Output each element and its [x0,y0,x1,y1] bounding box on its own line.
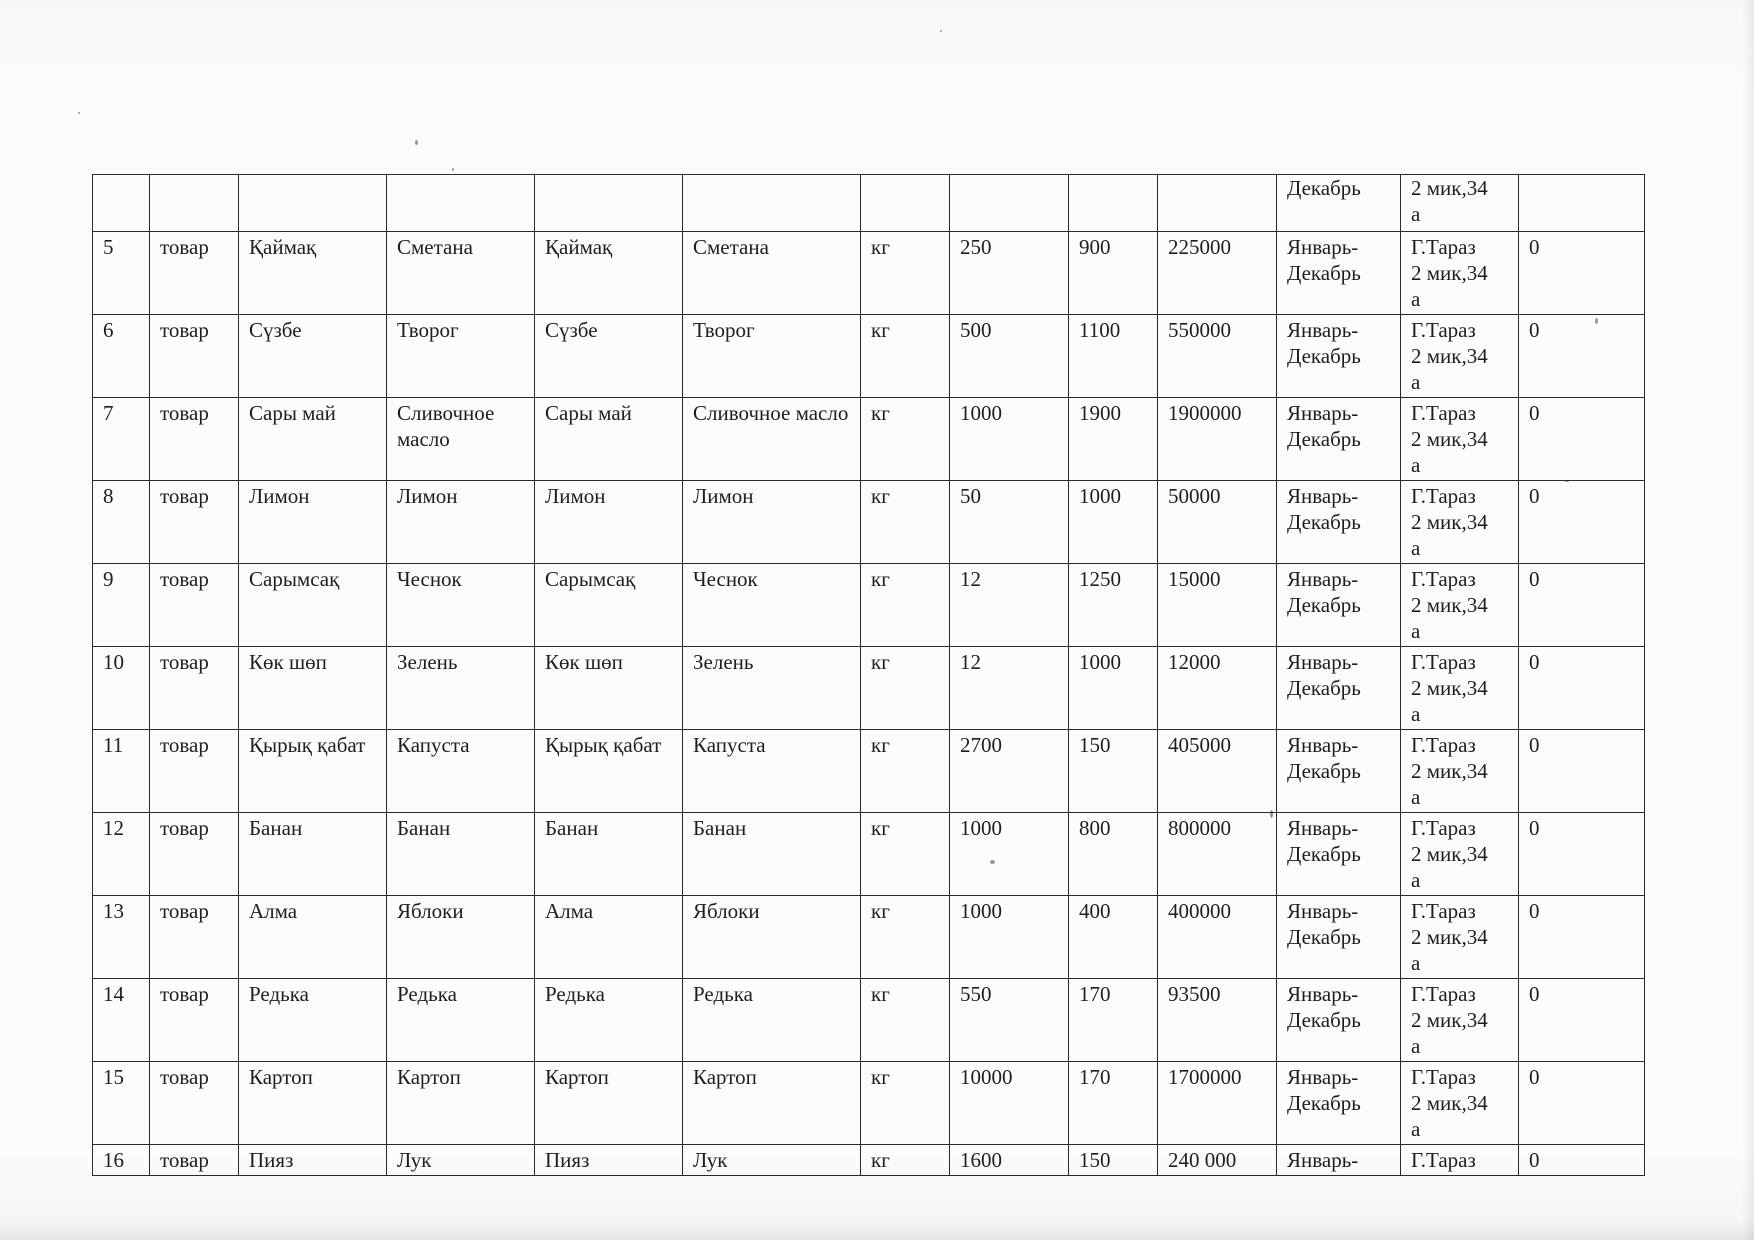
cell-name-ru: Зелень [387,647,535,730]
cell-kind: товар [150,398,239,481]
cell-unit: кг [861,481,950,564]
place-line: Г.Тараз [1411,401,1476,425]
cell-advance: 0 [1519,730,1645,813]
period-line: Декабрь [1287,261,1361,285]
cell-name-ru-2: Редька [683,979,861,1062]
cell-name-kz-2: Қырық қабат [535,730,683,813]
cell-kind: товар [150,315,239,398]
cell-period [1277,175,1401,232]
cell-period [1277,896,1401,979]
cell-period [1277,398,1401,481]
place-line: 2 мик,34 [1411,427,1488,451]
place-line: 2 мик,34 [1411,510,1488,534]
paper-bottom-shadow [0,1222,1754,1240]
cell-kind: товар [150,1062,239,1145]
cell-price: 150 [1069,730,1158,813]
place-line: 2 мик,34 [1411,759,1488,783]
place-line: Г.Тараз [1411,650,1476,674]
cell-name-kz: Қырық қабат [239,730,387,813]
cell-name-ru [387,175,535,232]
place-line: Г.Тараз [1411,1065,1476,1089]
period-line: Январь- [1287,567,1359,591]
table-row [93,979,1645,1062]
cell-unit: кг [861,813,950,896]
cell-name-ru: Редька [387,979,535,1062]
cell-price: 1000 [1069,481,1158,564]
cell-no: 10 [93,647,150,730]
place-line: 2 мик,34 [1411,676,1488,700]
table-row [93,813,1645,896]
period-line: Декабрь [1287,842,1361,866]
period-line: Декабрь [1287,593,1361,617]
cell-unit: кг [861,1145,950,1176]
cell-qty: 1000 [950,896,1069,979]
period-line: Декабрь [1287,925,1361,949]
place-line: 2 мик,34 [1411,176,1488,200]
cell-name-ru: Банан [387,813,535,896]
cell-advance: 0 [1519,232,1645,315]
cell-sum: 15000 [1158,564,1277,647]
place-line: а [1411,1117,1421,1141]
period-line: Декабрь [1287,427,1361,451]
cell-advance: 0 [1519,481,1645,564]
cell-price: 170 [1069,1062,1158,1145]
cell-price: 1900 [1069,398,1158,481]
place-line: а [1411,785,1421,809]
cell-kind [150,175,239,232]
cell-kind: товар [150,481,239,564]
cell-period [1277,647,1401,730]
cell-sum [1158,175,1277,232]
cell-period [1277,481,1401,564]
place-line: а [1411,1034,1421,1058]
cell-period [1277,813,1401,896]
cell-name-ru-2: Творог [683,315,861,398]
cell-name-ru-2: Зелень [683,647,861,730]
place-line: Г.Тараз [1411,899,1476,923]
table-row [93,398,1645,481]
cell-kind: товар [150,232,239,315]
cell-advance [1519,175,1645,232]
cell-name-ru: Сливочное масло [387,398,535,481]
place-line: Г.Тараз [1411,733,1476,757]
cell-no: 14 [93,979,150,1062]
cell-name-kz: Алма [239,896,387,979]
cell-name-ru-2: Сметана [683,232,861,315]
cell-period [1277,730,1401,813]
place-line: а [1411,868,1421,892]
cell-unit: кг [861,1062,950,1145]
cell-name-kz: Сарымсақ [239,564,387,647]
place-line: а [1411,536,1421,560]
cell-place [1401,175,1519,232]
cell-name-kz: Қаймақ [239,232,387,315]
cell-kind: товар [150,564,239,647]
table-row [93,315,1645,398]
cell-name-ru: Сметана [387,232,535,315]
cell-name-kz [239,175,387,232]
scan-speck [78,112,80,114]
cell-price: 1100 [1069,315,1158,398]
table-row [93,647,1645,730]
cell-name-kz-2: Сары май [535,398,683,481]
cell-place [1401,232,1519,315]
cell-name-ru: Лимон [387,481,535,564]
cell-qty: 50 [950,481,1069,564]
cell-qty: 10000 [950,1062,1069,1145]
cell-advance: 0 [1519,813,1645,896]
cell-place [1401,1062,1519,1145]
cell-name-ru: Капуста [387,730,535,813]
place-line: 2 мик,34 [1411,261,1488,285]
place-line: а [1411,951,1421,975]
cell-no: 9 [93,564,150,647]
place-line: Г.Тараз [1411,484,1476,508]
period-line: Январь- [1287,733,1359,757]
cell-place [1401,979,1519,1062]
cell-sum: 800000 [1158,813,1277,896]
cell-advance: 0 [1519,1145,1645,1176]
cell-name-ru-2: Капуста [683,730,861,813]
cell-unit: кг [861,647,950,730]
place-line: а [1411,702,1421,726]
cell-name-kz: Банан [239,813,387,896]
period-line: Январь- [1287,318,1359,342]
cell-name-ru: Яблоки [387,896,535,979]
period-line: Январь- [1287,1065,1359,1089]
cell-kind: товар [150,1145,239,1176]
cell-name-kz-2: Картоп [535,1062,683,1145]
cell-place: Г.Тараз [1401,1145,1519,1176]
cell-qty: 1000 [950,813,1069,896]
cell-unit: кг [861,564,950,647]
cell-no: 15 [93,1062,150,1145]
procurement-table [92,174,1645,1176]
table-row [93,232,1645,315]
cell-advance: 0 [1519,896,1645,979]
cell-no [93,175,150,232]
table-row [93,481,1645,564]
cell-place [1401,564,1519,647]
cell-name-kz: Сүзбе [239,315,387,398]
cell-name-ru: Чеснок [387,564,535,647]
cell-no: 12 [93,813,150,896]
period-line: Декабрь [1287,344,1361,368]
cell-name-kz-2: Көк шөп [535,647,683,730]
period-line: Январь- [1287,650,1359,674]
cell-kind: товар [150,813,239,896]
cell-sum: 93500 [1158,979,1277,1062]
cell-no: 5 [93,232,150,315]
cell-name-kz-2: Сүзбе [535,315,683,398]
cell-kind: товар [150,730,239,813]
scan-speck [940,30,942,32]
cell-sum: 550000 [1158,315,1277,398]
cell-name-ru-2: Сливочное масло [683,398,861,481]
cell-sum: 225000 [1158,232,1277,315]
cell-place [1401,315,1519,398]
cell-period: Январь- [1277,1145,1401,1176]
cell-unit: кг [861,232,950,315]
cell-advance: 0 [1519,398,1645,481]
cell-name-kz: Көк шөп [239,647,387,730]
cell-sum: 400000 [1158,896,1277,979]
cell-place [1401,813,1519,896]
period-line: Декабрь [1287,1008,1361,1032]
cell-period [1277,232,1401,315]
cell-unit [861,175,950,232]
cell-sum: 50000 [1158,481,1277,564]
place-line: 2 мик,34 [1411,1008,1488,1032]
cell-unit: кг [861,896,950,979]
place-line: Г.Тараз [1411,567,1476,591]
table-row [93,1062,1645,1145]
cell-price: 170 [1069,979,1158,1062]
cell-no: 7 [93,398,150,481]
cell-name-kz-2: Банан [535,813,683,896]
period-line: Декабрь [1287,676,1361,700]
period-line: Январь- [1287,899,1359,923]
place-line: Г.Тараз [1411,235,1476,259]
cell-place [1401,896,1519,979]
cell-no: 16 [93,1145,150,1176]
cell-name-kz-2: Сарымсақ [535,564,683,647]
cell-sum: 240 000 [1158,1145,1277,1176]
cell-name-ru-2: Лук [683,1145,861,1176]
cell-qty: 250 [950,232,1069,315]
period-line: Январь- [1287,484,1359,508]
cell-sum: 405000 [1158,730,1277,813]
cell-name-kz: Картоп [239,1062,387,1145]
cell-advance: 0 [1519,315,1645,398]
cell-price: 150 [1069,1145,1158,1176]
cell-unit: кг [861,398,950,481]
cell-place [1401,730,1519,813]
cell-period [1277,1062,1401,1145]
place-line: а [1411,287,1421,311]
cell-name-ru-2: Яблоки [683,896,861,979]
scan-speck [452,168,454,171]
cell-name-ru-2 [683,175,861,232]
period-line: Декабрь [1287,759,1361,783]
cell-price [1069,175,1158,232]
cell-kind: товар [150,647,239,730]
cell-name-kz-2: Редька [535,979,683,1062]
cell-qty: 550 [950,979,1069,1062]
cell-qty: 1000 [950,398,1069,481]
cell-advance: 0 [1519,1062,1645,1145]
table-row-partial-top [93,175,1645,232]
place-line: а [1411,202,1421,226]
cell-price: 800 [1069,813,1158,896]
place-line: а [1411,370,1421,394]
cell-sum: 12000 [1158,647,1277,730]
place-line: 2 мик,34 [1411,1091,1488,1115]
period-line: Декабрь [1287,1091,1361,1115]
place-line: а [1411,619,1421,643]
period-line: Декабрь [1287,510,1361,534]
cell-place [1401,398,1519,481]
cell-qty: 12 [950,647,1069,730]
cell-advance: 0 [1519,564,1645,647]
cell-no: 11 [93,730,150,813]
cell-unit: кг [861,979,950,1062]
cell-period [1277,315,1401,398]
cell-no: 8 [93,481,150,564]
cell-name-ru-2: Картоп [683,1062,861,1145]
cell-qty: 500 [950,315,1069,398]
cell-advance: 0 [1519,647,1645,730]
cell-name-kz: Пияз [239,1145,387,1176]
period-line: Январь- [1287,816,1359,840]
place-line: 2 мик,34 [1411,344,1488,368]
cell-kind: товар [150,896,239,979]
cell-name-kz-2: Қаймақ [535,232,683,315]
table-row [93,730,1645,813]
cell-qty: 1600 [950,1145,1069,1176]
cell-period [1277,564,1401,647]
cell-name-kz-2: Лимон [535,481,683,564]
cell-place [1401,481,1519,564]
cell-qty [950,175,1069,232]
paper-edge-shadow [1742,0,1754,1240]
place-line: Г.Тараз [1411,318,1476,342]
cell-price: 900 [1069,232,1158,315]
cell-name-ru: Картоп [387,1062,535,1145]
table-row-partial-bottom [93,1145,1645,1176]
cell-no: 6 [93,315,150,398]
place-line: а [1411,453,1421,477]
cell-name-kz: Редька [239,979,387,1062]
cell-period [1277,979,1401,1062]
cell-name-kz-2: Пияз [535,1145,683,1176]
cell-name-ru-2: Лимон [683,481,861,564]
cell-name-ru: Лук [387,1145,535,1176]
period-text: Декабрь [1287,176,1361,200]
cell-name-ru: Творог [387,315,535,398]
cell-name-ru-2: Банан [683,813,861,896]
cell-name-kz: Лимон [239,481,387,564]
cell-price: 400 [1069,896,1158,979]
cell-sum: 1700000 [1158,1062,1277,1145]
place-line: Г.Тараз [1411,982,1476,1006]
place-line: Г.Тараз [1411,816,1476,840]
cell-price: 1250 [1069,564,1158,647]
cell-price: 1000 [1069,647,1158,730]
table-row [93,564,1645,647]
cell-sum: 1900000 [1158,398,1277,481]
cell-qty: 12 [950,564,1069,647]
cell-kind: товар [150,979,239,1062]
cell-name-kz-2 [535,175,683,232]
cell-advance: 0 [1519,979,1645,1062]
cell-name-kz: Сары май [239,398,387,481]
cell-qty: 2700 [950,730,1069,813]
period-line: Январь- [1287,235,1359,259]
place-line: 2 мик,34 [1411,842,1488,866]
scan-speck [415,140,418,145]
table-row [93,896,1645,979]
cell-name-kz-2: Алма [535,896,683,979]
place-line: 2 мик,34 [1411,925,1488,949]
cell-unit: кг [861,315,950,398]
period-line: Январь- [1287,401,1359,425]
place-line: 2 мик,34 [1411,593,1488,617]
cell-place [1401,647,1519,730]
cell-name-ru-2: Чеснок [683,564,861,647]
cell-unit: кг [861,730,950,813]
cell-no: 13 [93,896,150,979]
period-line: Январь- [1287,982,1359,1006]
